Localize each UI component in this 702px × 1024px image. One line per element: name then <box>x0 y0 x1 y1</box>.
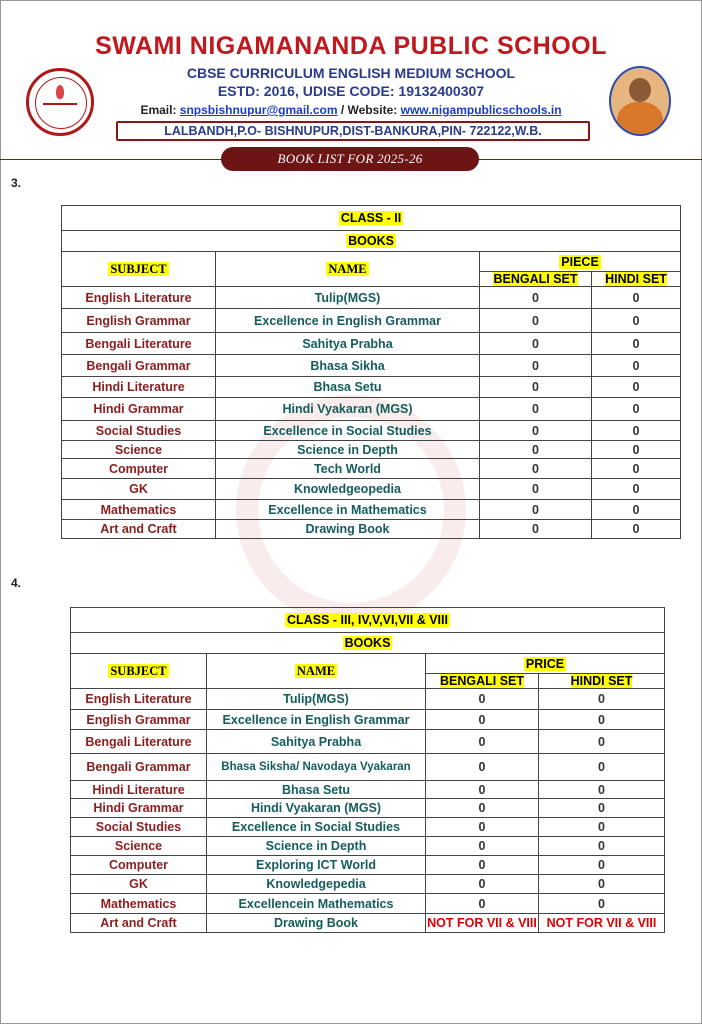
subject-cell: Hindi Grammar <box>71 799 207 818</box>
subject-cell: GK <box>71 875 207 894</box>
hindi-value: 0 <box>539 754 665 781</box>
bengali-value: 0 <box>480 500 592 520</box>
hindi-value: 0 <box>592 333 681 355</box>
subject-cell: Hindi Literature <box>71 781 207 799</box>
book-name-cell: Excellence in English Grammar <box>207 710 426 730</box>
book-name-cell: Bhasa Siksha/ Navodaya Vyakaran <box>207 754 426 781</box>
bengali-value: 0 <box>426 689 539 710</box>
rows <box>71 689 665 933</box>
books-label: BOOKS <box>62 231 681 252</box>
bengali-value: 0 <box>426 730 539 754</box>
subject-cell: Science <box>71 837 207 856</box>
table-row <box>71 856 665 875</box>
table-row <box>62 421 681 441</box>
subject-cell: Art and Craft <box>71 914 207 933</box>
book-name-cell: Drawing Book <box>207 914 426 933</box>
hindi-value: 0 <box>539 837 665 856</box>
piece-header: PIECE <box>480 252 681 272</box>
table-row <box>62 355 681 377</box>
books-label: BOOKS <box>71 633 665 654</box>
book-name-cell: Bhasa Sikha <box>216 355 480 377</box>
bengali-value: 0 <box>426 894 539 914</box>
subject-cell: English Grammar <box>71 710 207 730</box>
book-name-cell: Sahitya Prabha <box>216 333 480 355</box>
section-number: 4. <box>11 576 22 590</box>
book-name-cell: Excellence in Mathematics <box>216 500 480 520</box>
hindi-value: 0 <box>592 441 681 459</box>
table-row <box>62 309 681 333</box>
estd-line: ESTD: 2016, UDISE CODE: 19132400307 <box>217 83 485 99</box>
table-row <box>62 287 681 309</box>
bengali-value: 0 <box>426 710 539 730</box>
hindi-value: NOT FOR VII & VIII <box>539 914 665 933</box>
class-title: CLASS - III, IV,V,VI,VII & VIII <box>71 608 665 633</box>
hindi-value: 0 <box>539 894 665 914</box>
hindi-value: 0 <box>539 875 665 894</box>
subject-cell: GK <box>62 479 216 500</box>
bengali-value: 0 <box>426 799 539 818</box>
table-row <box>62 479 681 500</box>
website-link[interactable]: www.nigampublicschools.in <box>400 103 562 117</box>
subject-cell: Hindi Grammar <box>62 398 216 421</box>
bengali-value: 0 <box>480 333 592 355</box>
hindi-value: 0 <box>592 377 681 398</box>
book-name-cell: Science in Depth <box>207 837 426 856</box>
table-row <box>62 377 681 398</box>
bengali-set-header: BENGALI SET <box>480 272 592 287</box>
bengali-set-header: BENGALI SET <box>426 674 539 689</box>
header <box>0 0 702 172</box>
subject-cell: Science <box>62 441 216 459</box>
email-link[interactable]: snpsbishnupur@gmail.com <box>179 103 338 117</box>
school-name: SWAMI NIGAMANANDA PUBLIC SCHOOL <box>95 32 607 60</box>
book-table-class-ii <box>61 205 681 539</box>
table-row <box>71 875 665 894</box>
bengali-value: 0 <box>480 355 592 377</box>
bengali-value: NOT FOR VII & VIII <box>426 914 539 933</box>
subject-cell: Computer <box>71 856 207 875</box>
book-name-cell: Bhasa Setu <box>216 377 480 398</box>
address-box: LALBANDH,P.O- BISHNUPUR,DIST-BANKURA,PIN- 722122,W.B. <box>116 121 590 141</box>
book-name-cell: Tech World <box>216 459 480 479</box>
book-list-banner: BOOK LIST FOR 2025-26 <box>221 147 479 171</box>
subject-cell: Bengali Literature <box>71 730 207 754</box>
bengali-value: 0 <box>426 837 539 856</box>
subject-header: SUBJECT <box>62 252 216 287</box>
table-row <box>71 914 665 933</box>
subject-cell: Hindi Literature <box>62 377 216 398</box>
email-label: Email: <box>140 103 180 117</box>
hindi-value: 0 <box>592 421 681 441</box>
book-name-cell: Exploring ICT World <box>207 856 426 875</box>
hindi-value: 0 <box>539 781 665 799</box>
bengali-value: 0 <box>480 441 592 459</box>
hindi-value: 0 <box>592 287 681 309</box>
section-number: 3. <box>11 176 22 190</box>
curriculum-line: CBSE CURRICULUM ENGLISH MEDIUM SCHOOL <box>186 65 516 81</box>
subject-header: SUBJECT <box>71 654 207 689</box>
rows <box>62 287 681 539</box>
hindi-value: 0 <box>592 500 681 520</box>
table-row <box>62 500 681 520</box>
subject-cell: English Literature <box>62 287 216 309</box>
table-row <box>62 333 681 355</box>
name-header: NAME <box>216 252 480 287</box>
subject-cell: Computer <box>62 459 216 479</box>
contact-line <box>0 103 702 117</box>
bengali-value: 0 <box>480 309 592 333</box>
price-header: PRICE <box>426 654 665 674</box>
bengali-value: 0 <box>480 398 592 421</box>
table-row <box>71 799 665 818</box>
hindi-value: 0 <box>539 710 665 730</box>
hindi-value: 0 <box>539 799 665 818</box>
hindi-value: 0 <box>592 459 681 479</box>
book-name-cell: Tulip(MGS) <box>216 287 480 309</box>
table-row <box>62 520 681 539</box>
hindi-value: 0 <box>592 398 681 421</box>
hindi-value: 0 <box>539 818 665 837</box>
subject-cell: Bengali Grammar <box>62 355 216 377</box>
hindi-value: 0 <box>592 520 681 539</box>
book-name-cell: Knowledgepedia <box>207 875 426 894</box>
subject-cell: Mathematics <box>71 894 207 914</box>
table-row <box>71 818 665 837</box>
subject-cell: Social Studies <box>62 421 216 441</box>
bengali-value: 0 <box>426 781 539 799</box>
table-row <box>71 894 665 914</box>
table-row <box>62 459 681 479</box>
subject-cell: Bengali Grammar <box>71 754 207 781</box>
subject-cell: Social Studies <box>71 818 207 837</box>
bengali-value: 0 <box>480 377 592 398</box>
book-name-cell: Drawing Book <box>216 520 480 539</box>
book-name-cell: Knowledgeopedia <box>216 479 480 500</box>
book-name-cell: Excellence in Social Studies <box>216 421 480 441</box>
bengali-value: 0 <box>480 520 592 539</box>
bengali-value: 0 <box>480 287 592 309</box>
bengali-value: 0 <box>426 818 539 837</box>
book-name-cell: Hindi Vyakaran (MGS) <box>216 398 480 421</box>
book-name-cell: Science in Depth <box>216 441 480 459</box>
table-row <box>71 730 665 754</box>
bengali-value: 0 <box>426 754 539 781</box>
hindi-value: 0 <box>539 689 665 710</box>
subject-cell: English Literature <box>71 689 207 710</box>
book-name-cell: Hindi Vyakaran (MGS) <box>207 799 426 818</box>
book-table-class-iii-viii <box>70 607 665 933</box>
hindi-set-header: HINDI SET <box>539 674 665 689</box>
book-name-cell: Excellence in Social Studies <box>207 818 426 837</box>
website-label: / Website: <box>337 103 401 117</box>
table-row <box>71 837 665 856</box>
table-row <box>71 781 665 799</box>
book-name-cell: Excellencein Mathematics <box>207 894 426 914</box>
subject-cell: Mathematics <box>62 500 216 520</box>
hindi-value: 0 <box>539 856 665 875</box>
book-name-cell: Sahitya Prabha <box>207 730 426 754</box>
hindi-value: 0 <box>592 309 681 333</box>
bengali-value: 0 <box>426 875 539 894</box>
hindi-value: 0 <box>592 355 681 377</box>
subject-cell: English Grammar <box>62 309 216 333</box>
hindi-value: 0 <box>539 730 665 754</box>
book-name-cell: Bhasa Setu <box>207 781 426 799</box>
subject-cell: Bengali Literature <box>62 333 216 355</box>
name-header: NAME <box>207 654 426 689</box>
table-row <box>71 710 665 730</box>
table-row <box>71 754 665 781</box>
hindi-set-header: HINDI SET <box>592 272 681 287</box>
table-row <box>62 441 681 459</box>
table-row <box>62 398 681 421</box>
class-title: CLASS - II <box>62 206 681 231</box>
hindi-value: 0 <box>592 479 681 500</box>
bengali-value: 0 <box>480 459 592 479</box>
book-name-cell: Tulip(MGS) <box>207 689 426 710</box>
table-row <box>71 689 665 710</box>
book-name-cell: Excellence in English Grammar <box>216 309 480 333</box>
bengali-value: 0 <box>480 479 592 500</box>
subject-cell: Art and Craft <box>62 520 216 539</box>
bengali-value: 0 <box>426 856 539 875</box>
bengali-value: 0 <box>480 421 592 441</box>
